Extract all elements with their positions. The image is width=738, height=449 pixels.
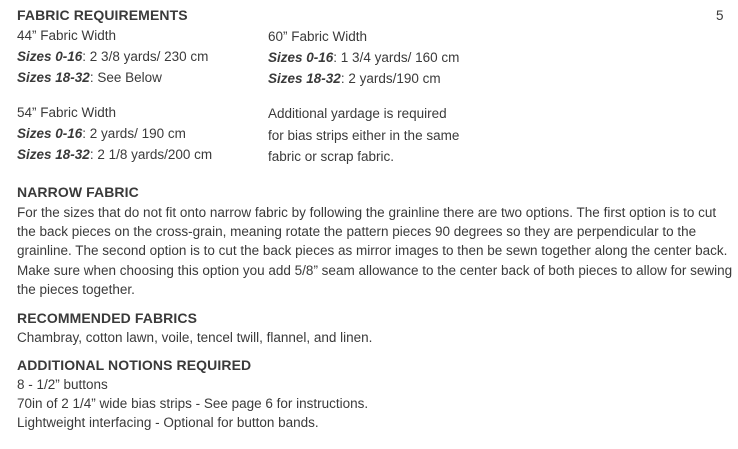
- notion-item: 70in of 2 1/4” wide bias strips - See page 6 for instructions.: [17, 396, 369, 411]
- recommended-fabrics-body: Chambray, cotton lawn, voile, tencel twill, flannel, and linen.: [17, 330, 373, 345]
- narrow-fabric-body: For the sizes that do not fit onto narrow fabric by following the grainline there are two options. The first option is to cut the back pieces on the cross-grain, meaning rotate the pattern pieces 90 degrees so they are perpendicular to the grainline. The second option is to cut the back pieces as mirror images to then be sewn together along the center back. Make sure when choosing this option you add 5/8” seam allowance to the center back of both pieces to allow for sewing the pieces together.: [17, 205, 733, 297]
- narrow-fabric-heading: NARROW FABRIC: [17, 184, 139, 200]
- fabric-44-row-1: [17, 47, 208, 66]
- additional-line: Additional yardage is required: [268, 106, 447, 121]
- size-label: Sizes 18-32: [268, 71, 341, 86]
- fabric-44-title: 44” Fabric Width: [17, 28, 117, 43]
- notions-heading: ADDITIONAL NOTIONS REQUIRED: [17, 357, 252, 373]
- size-label: Sizes 18-32: [17, 70, 90, 85]
- fabric-44-row-2: [17, 68, 208, 87]
- size-label: Sizes 0-16: [17, 126, 83, 141]
- fabric-44-block: [17, 26, 208, 87]
- fabric-54-title: 54” Fabric Width: [17, 105, 117, 120]
- size-value: : 1 3/4 yards/ 160 cm: [333, 50, 460, 65]
- notion-item: Lightweight interfacing - Optional for button bands.: [17, 415, 319, 430]
- additional-line: fabric or scrap fabric.: [268, 149, 395, 164]
- size-label: Sizes 0-16: [268, 50, 334, 65]
- size-label: Sizes 0-16: [17, 49, 83, 64]
- notion-item: 8 - 1/2” buttons: [17, 377, 108, 392]
- fabric-54-row-2: [17, 145, 212, 164]
- notions-list: [17, 375, 368, 432]
- fabric-60-block: [268, 27, 459, 88]
- additional-yardage-note: [268, 103, 459, 168]
- size-value: : 2 yards/ 190 cm: [82, 126, 186, 141]
- fabric-60-row-2: [268, 69, 459, 88]
- additional-line: for bias strips either in the same: [268, 127, 460, 143]
- page-number: 5: [716, 8, 724, 23]
- fabric-54-block: [17, 103, 212, 164]
- fabric-54-row-1: [17, 124, 212, 143]
- size-value: : 2 3/8 yards/ 230 cm: [82, 49, 209, 64]
- size-value: : 2 yards/190 cm: [340, 71, 441, 86]
- size-value: : 2 1/8 yards/200 cm: [89, 147, 213, 162]
- size-value: : See Below: [89, 70, 162, 85]
- fabric-requirements-heading: FABRIC REQUIREMENTS: [17, 7, 188, 23]
- fabric-60-title: 60” Fabric Width: [268, 29, 368, 44]
- size-label: Sizes 18-32: [17, 147, 90, 162]
- fabric-60-row-1: [268, 48, 459, 67]
- recommended-fabrics-heading: RECOMMENDED FABRICS: [17, 310, 198, 326]
